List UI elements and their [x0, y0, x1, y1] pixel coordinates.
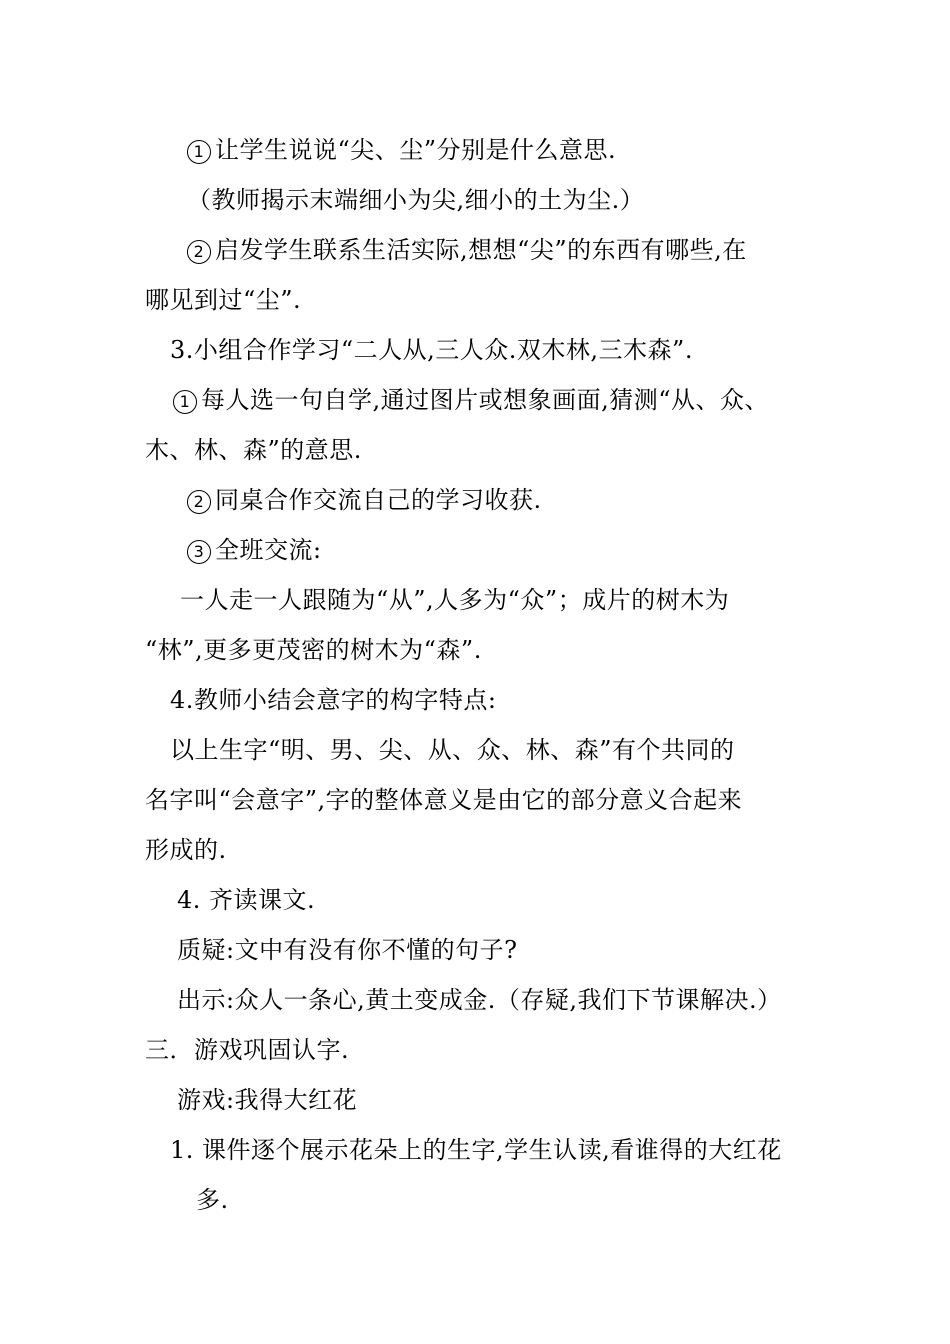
line-text: 全班交流: — [215, 536, 322, 564]
text-line — [177, 1084, 357, 1116]
line-text: “林”,更多更茂密的树木为“森”. — [145, 636, 482, 664]
text-line — [170, 684, 496, 716]
line-text: （教师揭示末端细小为尖,细小的土为尘.） — [187, 186, 645, 214]
text-line — [145, 284, 301, 316]
text-line — [187, 184, 644, 216]
line-text: 形成的. — [145, 836, 227, 864]
text-line — [145, 834, 227, 866]
line-text: 名字叫“会意字”,字的整体意义是由它的部分意义合起来 — [145, 786, 743, 814]
line-text: 同桌合作交流自己的学习收获. — [215, 486, 542, 514]
text-line — [170, 1134, 782, 1166]
text-line — [196, 1184, 229, 1216]
line-text: 多. — [196, 1186, 229, 1214]
line-text: 三．游戏巩固认字. — [145, 1036, 350, 1064]
text-line — [187, 234, 747, 266]
text-line — [145, 634, 482, 666]
line-text: 游戏:我得大红花 — [177, 1086, 358, 1114]
line-text: 每人选一句自学,通过图片或想象画面,猜测“从、众、 — [201, 386, 770, 414]
line-text: 出示:众人一条心,黄土变成金.（存疑,我们下节课解决.） — [177, 986, 782, 1014]
section-heading — [145, 1034, 349, 1066]
line-text: 质疑:文中有没有你不懂的句子? — [177, 936, 518, 964]
text-line — [145, 784, 742, 816]
line-text: 4.教师小结会意字的构字特点: — [170, 686, 497, 714]
line-text: 一人走一人跟随为“从”,人多为“众”；成片的树木为 — [180, 586, 730, 614]
text-line — [177, 984, 782, 1016]
text-line — [177, 934, 517, 966]
circled-number: 2 — [187, 240, 211, 264]
text-line — [187, 484, 542, 516]
text-line — [173, 384, 769, 416]
line-text: 3.小组合作学习“二人从,三人众.双木林,三木森”. — [170, 336, 693, 364]
text-line — [145, 434, 362, 466]
text-line — [177, 884, 315, 916]
circled-number: 1 — [173, 390, 197, 414]
circled-number: 2 — [187, 490, 211, 514]
line-text: 以上生字“明、男、尖、从、众、林、森”有个共同的 — [170, 736, 735, 764]
line-text: 启发学生联系生活实际,想想“尖”的东西有哪些,在 — [215, 236, 747, 264]
line-text: 木、林、森”的意思. — [145, 436, 362, 464]
text-line — [187, 134, 616, 166]
circled-number: 1 — [187, 140, 211, 164]
line-text: 4. 齐读课文. — [177, 886, 316, 914]
text-line — [180, 584, 729, 616]
text-line — [170, 334, 693, 366]
text-line — [187, 534, 322, 566]
text-line — [170, 734, 735, 766]
circled-number: 3 — [187, 540, 211, 564]
line-text: 让学生说说“尖、尘”分别是什么意思. — [215, 136, 617, 164]
line-text: 1. 课件逐个展示花朵上的生字,学生认读,看谁得的大红花 — [170, 1136, 782, 1164]
line-text: 哪见到过“尘”. — [145, 286, 302, 314]
